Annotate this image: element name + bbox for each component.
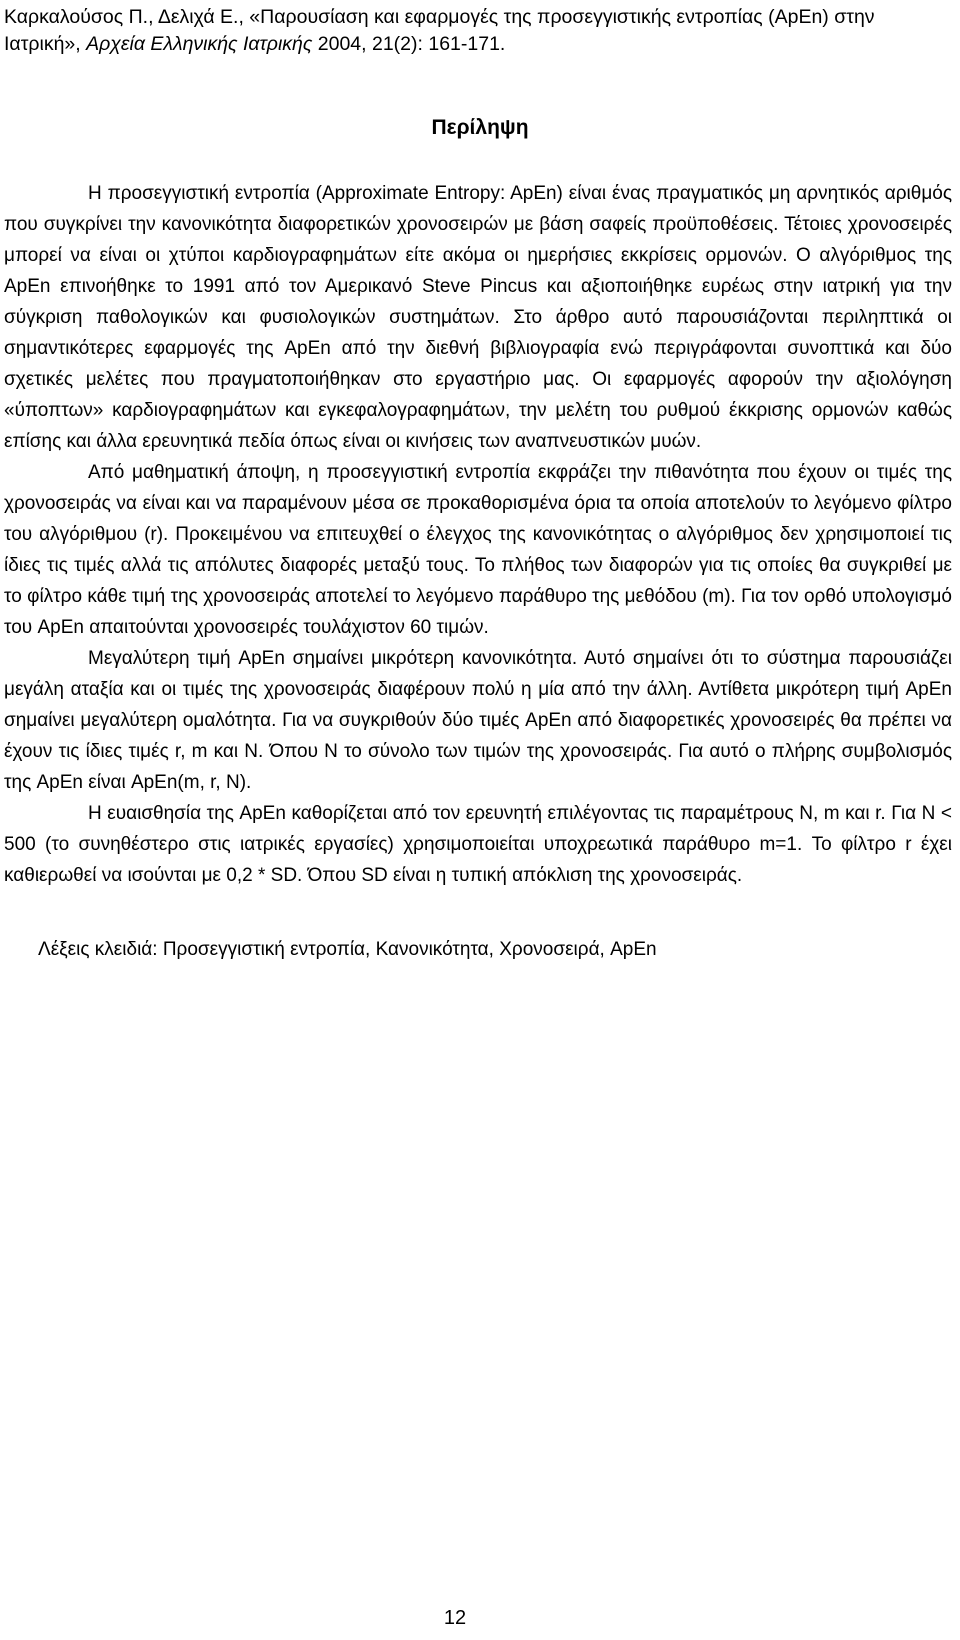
citation-line-2 <box>4 31 944 58</box>
abstract-paragraph-2: Από μαθηματική άποψη, η προσεγγιστική εντροπία εκφράζει την πιθανότητα που έχουν οι τιμές της χρονοσειράς να είναι και να παραμένουν μέσα σε προκαθορισμένα όρια τα οποία αποτελούν το λεγόμενο φίλτρο του αλγόριθμου (r). Προκειμένου να επιτευχθεί ο έλεγχος της κανονικότητας ο αλγόριθμος δεν χρησιμοποιεί τις ίδιες τις τιμές αλλά τις απόλυτες διαφορές μεταξύ τους. Το πλήθος των διαφορών για τις οποίες θα συγκριθεί με το φίλτρο κάθε τιμή της χρονοσειράς αποτελεί το λεγόμενο παράθυρο της μεθόδου (m). Για τον ορθό υπολογισμό του ApEn απαιτούνται χρονοσειρές τουλάχιστον 60 τιμών. <box>4 462 952 638</box>
citation <box>4 4 944 58</box>
abstract-paragraph-1: Η προσεγγιστική εντροπία (Approximate Entropy: ApEn) είναι ένας πραγματικός μη αρνητικός αριθμός που συγκρίνει την κανονικότητα διαφορετικών χρονοσειρών με βάση σαφείς προϋποθέσεις. Τέτοιες χρονοσειρές μπορεί να είναι οι χτύποι καρδιογραφημάτων είτε ακόμα οι ημερήσιες εκκρίσεις ορμονών. Ο αλγόριθμος της ApEn επινοήθηκε το 1991 από τον Αμερικανό Steve Pincus και αξιοποιήθηκε ευρέως στην ιατρική για την σύγκριση παθολογικών και φυσιολογικών συστημάτων. Στο άρθρο αυτό παρουσιάζονται περιληπτικά οι σημαντικότερες εφαρμογές της ApEn από την διεθνή βιβλιογραφία ενώ περιγράφονται συνοπτικά και δύο σχετικές μελέτες που πραγματοποιήθηκαν στο εργαστήριο μας. Οι εφαρμογές αφορούν την αξιολόγηση «ύποπτων» καρδιογραφημάτων και εγκεφαλογραφημάτων, την μελέτη του ρυθμού έκκρισης ορμονών καθώς επίσης και άλλα ερευνητικά πεδία όπως είναι οι κινήσεις των αναπνευστικών μυών. <box>4 183 952 452</box>
citation-line-1: Καρκαλούσος Π., Δελιχά Ε., «Παρουσίαση και εφαρμογές της προσεγγιστικής εντροπίας (ApEn) στην <box>4 6 875 28</box>
abstract-paragraph-3: Μεγαλύτερη τιμή ApEn σημαίνει μικρότερη κανονικότητα. Αυτό σημαίνει ότι το σύστημα παρουσιάζει μεγάλη αταξία και οι τιμές της χρονοσειράς διαφέρουν πολύ η μία από την άλλη. Αντίθετα μικρότερη τιμή ApEn σημαίνει μεγαλύτερη ομαλότητα. Για να συγκριθούν δύο τιμές ApEn από διαφορετικές χρονοσειρές θα πρέπει να έχουν τις ίδιες τιμές r, m και N. Όπου N το σύνολο των τιμών της χρονοσειράς. Για αυτό ο πλήρης συμβολισμός της ApEn είναι ApEn(m, r, N). <box>4 648 952 793</box>
page-number: 12 <box>443 1607 467 1629</box>
keywords: Λέξεις κλειδιά: Προσεγγιστική εντροπία, Κανονικότητα, Χρονοσειρά, ApEn <box>38 939 657 960</box>
abstract-body <box>4 178 952 891</box>
citation-details: 2004, 21(2): 161-171. <box>312 33 506 55</box>
citation-journal: Αρχεία Ελληνικής Ιατρικής <box>86 33 313 55</box>
citation-prefix: Ιατρική», <box>4 33 87 55</box>
abstract-paragraph-4: Η ευαισθησία της ApEn καθορίζεται από τον ερευνητή επιλέγοντας τις παραμέτρους N, m και r. Για N < 500 (το συνηθέστερο στις ιατρικές εργασίες) χρησιμοποιείται υποχρεωτικά παράθυρο m=1. Το φίλτρο r έχει καθιερωθεί να ισούνται με 0,2 * SD. Όπου SD είναι η τυπική απόκλιση της χρονοσειράς. <box>4 803 952 886</box>
abstract-title: Περίληψη <box>431 116 529 139</box>
